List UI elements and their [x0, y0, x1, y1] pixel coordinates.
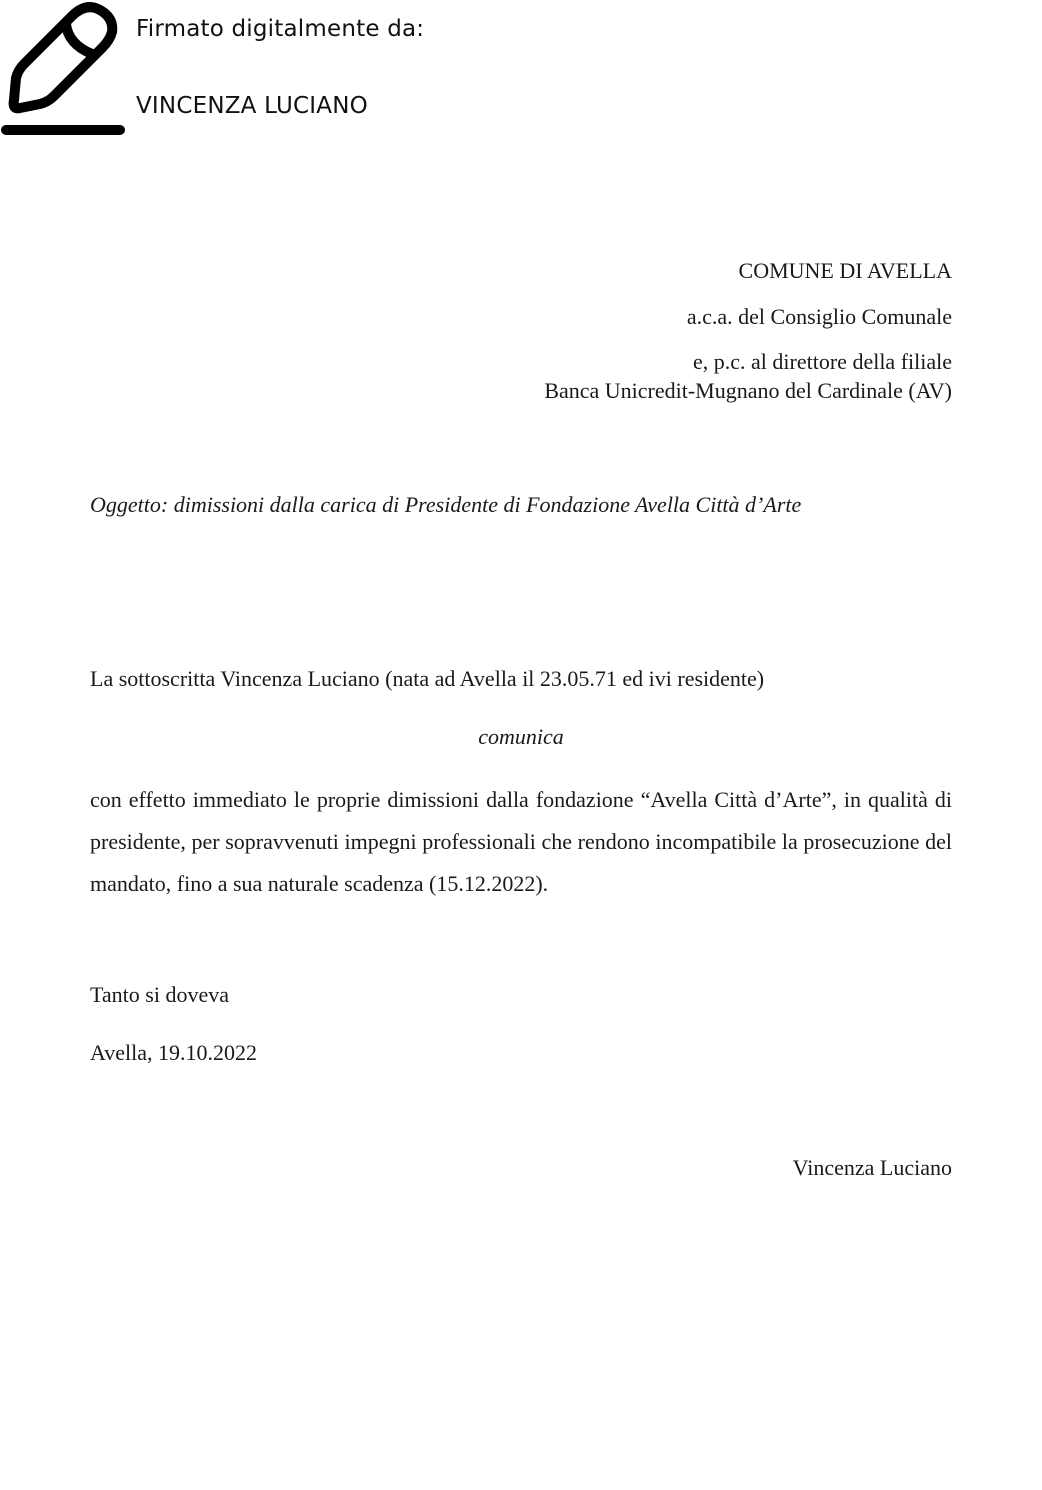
recipient-line: Banca Unicredit-Mugnano del Cardinale (AV) — [544, 378, 952, 403]
letter-place-date: Avella, 19.10.2022 — [90, 1040, 258, 1065]
signature-label: Firmato digitalmente da: — [136, 16, 425, 42]
letter-closing: Tanto si doveva — [90, 982, 229, 1007]
signature-name: Vincenza Luciano — [792, 1155, 952, 1180]
pen-icon — [0, 0, 128, 140]
recipient-line: a.c.a. del Consiglio Comunale — [686, 304, 952, 329]
recipient-line: COMUNE DI AVELLA — [738, 258, 952, 283]
letter-verb: comunica — [478, 724, 564, 749]
recipient-line: e, p.c. al direttore della filiale — [693, 349, 952, 374]
letter-intro: La sottoscritta Vincenza Luciano (nata ad Avella il 23.05.71 ed ivi residente) — [90, 666, 765, 691]
digital-signature-stamp — [0, 0, 460, 145]
signer-name: VINCENZA LUCIANO — [136, 93, 368, 119]
letter-body-paragraph: con effetto immediato le proprie dimissioni dalla fondazione “Avella Città d’Arte”, in qualità di presidente, per sopravvenuti impegni professionali che rendono incompatibile la prosecuzione del mandato, fino a sua naturale scadenza (15.12.2022). — [90, 787, 952, 896]
letter-subject: Oggetto: dimissioni dalla carica di Presidente di Fondazione Avella Città d’Arte — [90, 492, 802, 517]
